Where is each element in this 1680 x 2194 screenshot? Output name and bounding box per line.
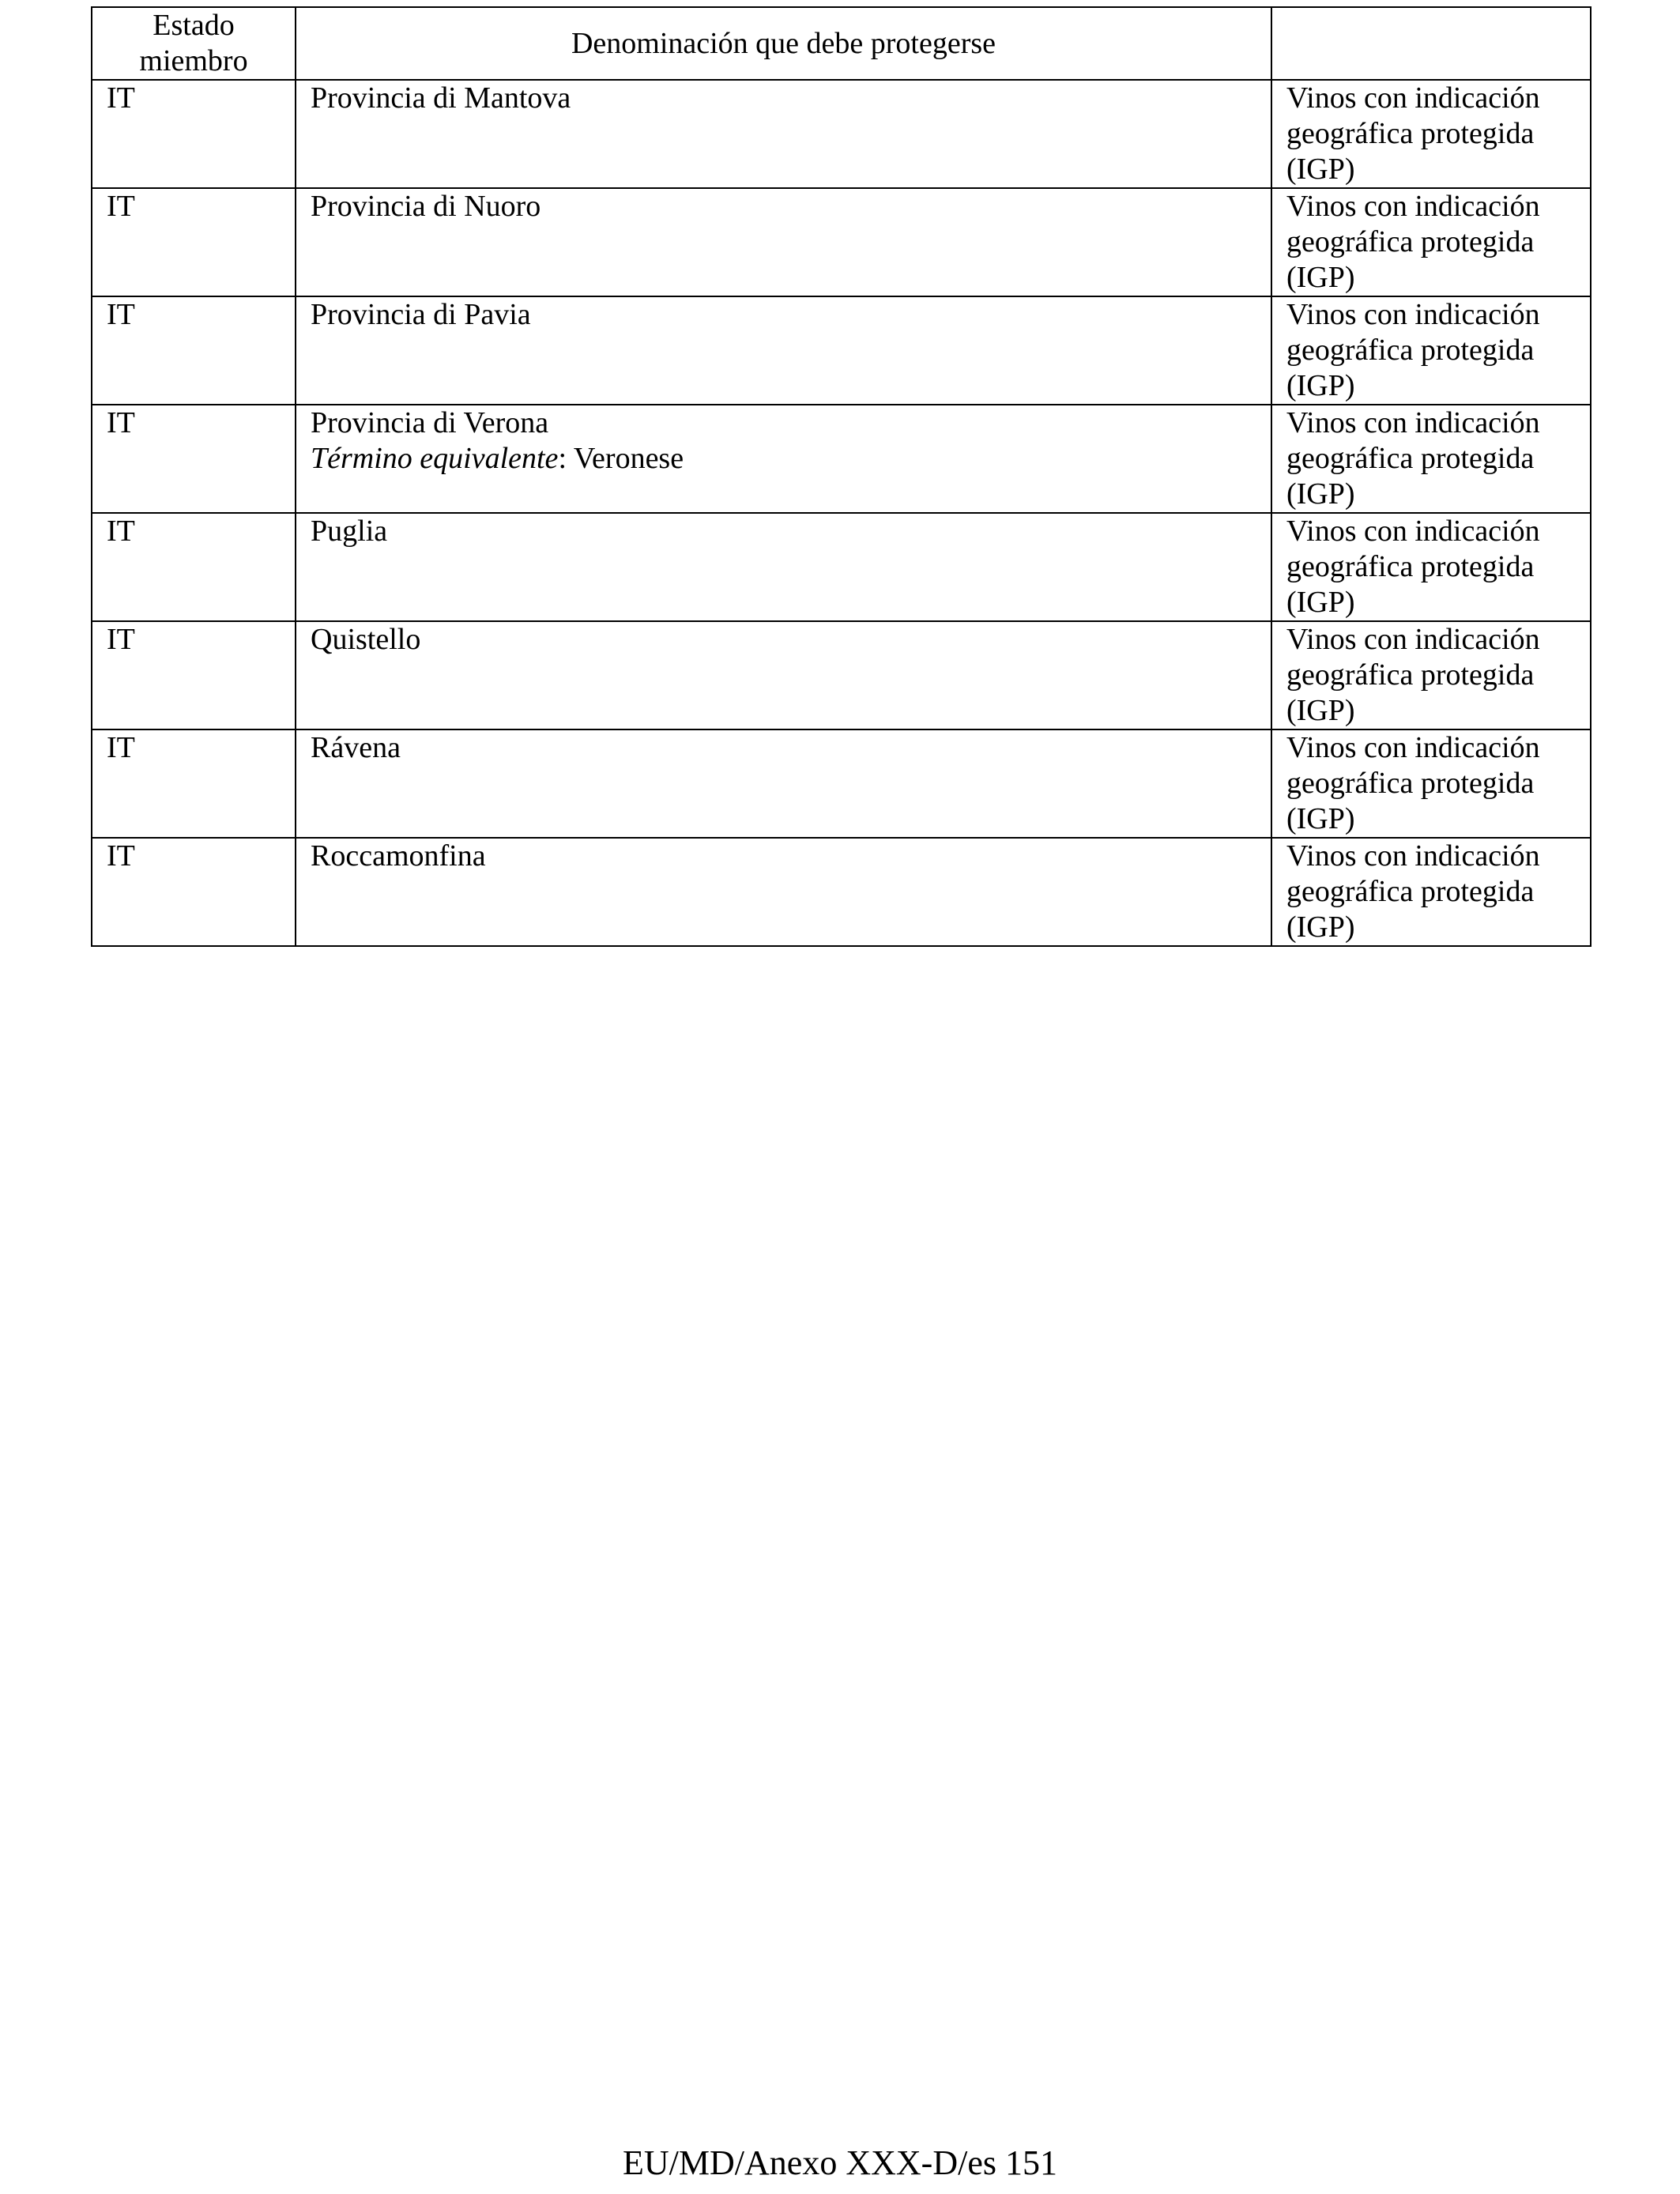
table-row [92,296,1591,405]
category-line: geográfica protegida [1286,334,1535,367]
category-line: (IGP) [1286,802,1355,835]
category-cell [1271,621,1591,729]
header-category [1271,7,1591,80]
category-line: geográfica protegida [1286,225,1535,258]
page-footer-reference: EU/MD/Anexo XXX-D/es 151 [623,2143,1057,2182]
table-row [92,80,1591,188]
category-line: (IGP) [1286,586,1355,619]
denomination-cell [296,188,1271,296]
category-line: geográfica protegida [1286,550,1535,583]
category-line: Vinos con indicación [1286,81,1540,115]
member-state-cell: IT [92,838,296,946]
member-state-cell: IT [92,405,296,513]
denomination-name: Provincia di Verona [311,406,549,439]
category-line: (IGP) [1286,477,1355,511]
denominations-table [91,6,1591,947]
denomination-cell [296,621,1271,729]
denomination-name: Roccamonfina [311,839,486,873]
denomination-name: Rávena [311,731,401,764]
category-line: Vinos con indicación [1286,190,1540,223]
category-line: Vinos con indicación [1286,406,1540,439]
member-state-cell: IT [92,729,296,838]
denomination-name: Quistello [311,623,421,656]
category-cell [1271,513,1591,621]
category-line: geográfica protegida [1286,117,1535,150]
category-line: geográfica protegida [1286,658,1535,692]
member-state-cell: IT [92,296,296,405]
category-line: (IGP) [1286,694,1355,727]
denomination-cell [296,513,1271,621]
equivalent-term-separator: : [558,442,574,475]
category-line: geográfica protegida [1286,767,1535,800]
header-row [92,7,1591,80]
member-state-cell: IT [92,188,296,296]
denomination-name: Provincia di Pavia [311,298,531,331]
category-cell [1271,838,1591,946]
category-line: geográfica protegida [1286,875,1535,908]
table-row [92,621,1591,729]
header-member-state [92,7,296,80]
member-state-cell: IT [92,513,296,621]
table-header [92,7,1591,80]
table-row [92,838,1591,946]
denomination-cell [296,80,1271,188]
table-row [92,188,1591,296]
member-state-cell: IT [92,621,296,729]
denomination-cell [296,296,1271,405]
denomination-name: Provincia di Mantova [311,81,571,115]
category-line: (IGP) [1286,369,1355,402]
category-cell [1271,296,1591,405]
category-cell [1271,188,1591,296]
header-member-state-line-2: miembro [139,44,248,77]
category-line: Vinos con indicación [1286,731,1540,764]
category-cell [1271,80,1591,188]
category-line: Vinos con indicación [1286,839,1540,873]
category-line: Vinos con indicación [1286,515,1540,548]
denomination-cell [296,838,1271,946]
category-line: Vinos con indicación [1286,298,1540,331]
table-row [92,513,1591,621]
denomination-name: Provincia di Nuoro [311,190,541,223]
denomination-cell [296,729,1271,838]
equivalent-term [311,441,1256,477]
denomination-cell [296,405,1271,513]
category-line: (IGP) [1286,261,1355,294]
category-line: (IGP) [1286,153,1355,186]
category-cell [1271,405,1591,513]
category-line: Vinos con indicación [1286,623,1540,656]
member-state-cell: IT [92,80,296,188]
equivalent-term-value: Veronese [573,442,684,475]
table-body [92,80,1591,946]
category-cell [1271,729,1591,838]
header-member-state-line-1: Estado [153,9,235,42]
denomination-name: Puglia [311,515,388,548]
table-row [92,405,1591,513]
equivalent-term-label: Término equivalente [311,442,559,475]
category-line: (IGP) [1286,910,1355,944]
category-line: geográfica protegida [1286,442,1535,475]
header-name: Denominación que debe protegerse [296,7,1271,80]
table-row [92,729,1591,838]
